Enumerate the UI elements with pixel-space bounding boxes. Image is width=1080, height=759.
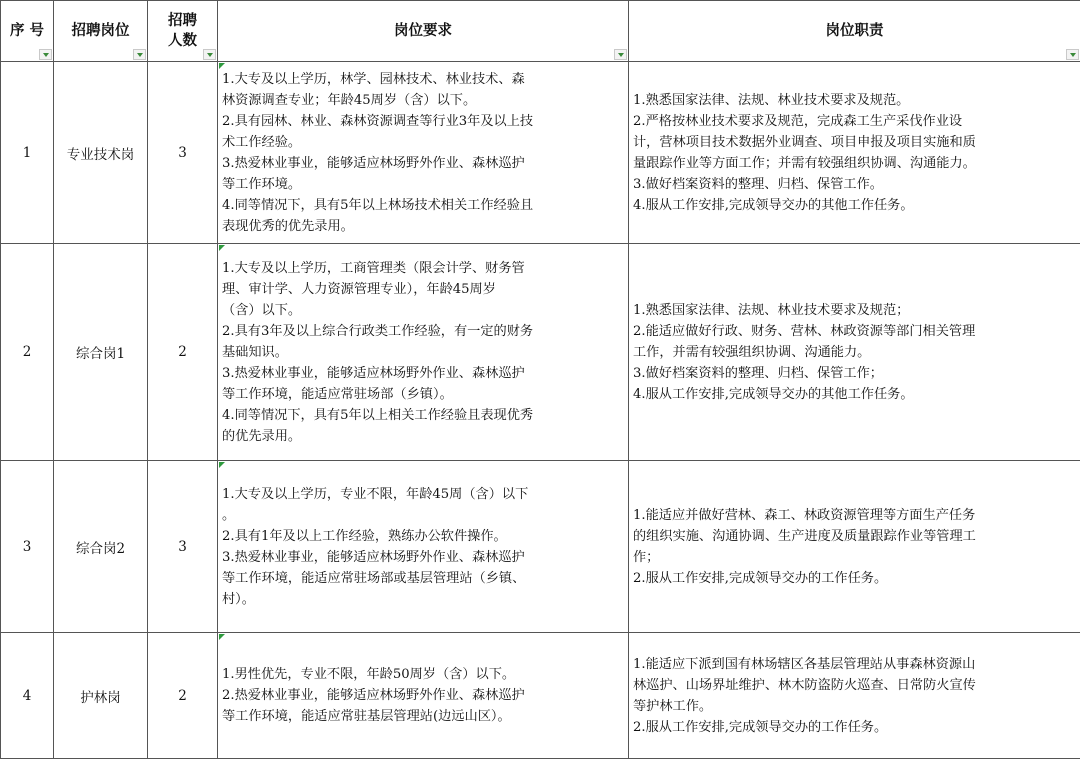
- hire-count-cell[interactable]: 2: [148, 244, 218, 461]
- duty-line: 1.熟悉国家法律、法规、林业技术要求及规范。: [633, 90, 1076, 111]
- post-name-cell[interactable]: 综合岗2: [54, 461, 148, 633]
- filter-dropdown-icon[interactable]: [133, 49, 146, 60]
- header-count-label-1: 招聘: [148, 11, 217, 31]
- header-duties[interactable]: [629, 1, 1080, 62]
- requirement-line: （含）以下。: [222, 300, 624, 321]
- duty-line: 2.能适应做好行政、财务、营林、林政资源等部门相关管理: [633, 321, 1076, 342]
- requirement-line: 4.同等情况下，具有5年以上相关工作经验且表现优秀: [222, 405, 624, 426]
- requirement-line: 4.同等情况下，具有5年以上林场技术相关工作经验且: [222, 195, 624, 216]
- post-name-cell[interactable]: 护林岗: [54, 633, 148, 759]
- row-number-cell[interactable]: 3: [1, 461, 54, 633]
- requirement-line: 1.大专及以上学历，工商管理类（限会计学、财务管: [222, 258, 624, 279]
- requirement-line: 的优先录用。: [222, 426, 624, 447]
- duty-line: 4.服从工作安排,完成领导交办的其他工作任务。: [633, 384, 1076, 405]
- requirement-line: 术工作经验。: [222, 132, 624, 153]
- requirement-line: 林资源调查专业；年龄45周岁（含）以下。: [222, 90, 624, 111]
- duty-line: 2.严格按林业技术要求及规范，完成森工生产采伐作业设: [633, 111, 1076, 132]
- table-row: [1, 244, 1080, 461]
- comment-corner-icon: [219, 634, 225, 640]
- requirement-line: 。: [222, 505, 624, 526]
- requirement-line: 等工作环境。: [222, 174, 624, 195]
- requirement-line: 表现优秀的优先录用。: [222, 216, 624, 237]
- duty-line: 的组织实施、沟通协调、生产进度及质量跟踪作业等管理工: [633, 526, 1076, 547]
- comment-corner-icon: [219, 462, 225, 468]
- header-count-label-2: 人数: [148, 31, 217, 51]
- requirement-line: 3.热爱林业事业，能够适应林场野外作业、森林巡护: [222, 153, 624, 174]
- requirements-cell[interactable]: [218, 633, 629, 759]
- duties-cell[interactable]: [629, 461, 1080, 633]
- row-number-cell[interactable]: 2: [1, 244, 54, 461]
- duty-line: 3.做好档案资料的整理、归档、保管工作；: [633, 363, 1076, 384]
- hire-count-cell[interactable]: 2: [148, 633, 218, 759]
- duty-line: 2.服从工作安排,完成领导交办的工作任务。: [633, 568, 1076, 589]
- table-row: [1, 633, 1080, 759]
- duty-line: 工作，并需有较强组织协调、沟通能力。: [633, 342, 1076, 363]
- requirement-line: 1.男性优先，专业不限，年龄50周岁（含）以下。: [222, 664, 624, 685]
- duty-line: 作；: [633, 547, 1076, 568]
- hire-count-cell[interactable]: 3: [148, 461, 218, 633]
- requirement-line: 基础知识。: [222, 342, 624, 363]
- header-row: [1, 1, 1080, 62]
- post-name-cell[interactable]: 专业技术岗: [54, 62, 148, 244]
- filter-dropdown-icon[interactable]: [39, 49, 52, 60]
- duty-line: 2.服从工作安排,完成领导交办的工作任务。: [633, 717, 1076, 738]
- requirement-line: 理、审计学、人力资源管理专业），年龄45周岁: [222, 279, 624, 300]
- duty-line: 4.服从工作安排,完成领导交办的其他工作任务。: [633, 195, 1076, 216]
- requirement-line: 2.具有1年及以上工作经验，熟练办公软件操作。: [222, 526, 624, 547]
- header-post[interactable]: [54, 1, 148, 62]
- duty-line: 量跟踪作业等方面工作；并需有较强组织协调、沟通能力。: [633, 153, 1076, 174]
- duties-cell[interactable]: [629, 244, 1080, 461]
- row-number-cell[interactable]: 1: [1, 62, 54, 244]
- requirements-cell[interactable]: [218, 244, 629, 461]
- comment-corner-icon: [219, 63, 225, 69]
- filter-dropdown-icon[interactable]: [614, 49, 627, 60]
- requirements-cell[interactable]: [218, 62, 629, 244]
- header-count[interactable]: [148, 1, 218, 62]
- duties-cell[interactable]: [629, 633, 1080, 759]
- filter-dropdown-icon[interactable]: [203, 49, 216, 60]
- requirement-line: 3.热爱林业事业，能够适应林场野外作业、森林巡护: [222, 363, 624, 384]
- requirement-line: 1.大专及以上学历，林学、园林技术、林业技术、森: [222, 69, 624, 90]
- requirement-line: 2.热爱林业事业，能够适应林场野外作业、森林巡护: [222, 685, 624, 706]
- header-requirements[interactable]: [218, 1, 629, 62]
- duty-line: 等护林工作。: [633, 696, 1076, 717]
- duty-line: 1.能适应并做好营林、森工、林政资源管理等方面生产任务: [633, 505, 1076, 526]
- requirement-line: 2.具有3年及以上综合行政类工作经验，有一定的财务: [222, 321, 624, 342]
- header-requirements-label: 岗位要求: [218, 21, 628, 41]
- requirement-line: 等工作环境，能适应常驻基层管理站(边远山区）。: [222, 706, 624, 727]
- duty-line: 3.做好档案资料的整理、归档、保管工作。: [633, 174, 1076, 195]
- filter-dropdown-icon[interactable]: [1066, 49, 1079, 60]
- duty-line: 计，营林项目技术数据外业调查、项目申报及项目实施和质: [633, 132, 1076, 153]
- table-row: [1, 62, 1080, 244]
- duty-line: 林巡护、山场界址维护、林木防盗防火巡查、日常防火宣传: [633, 675, 1076, 696]
- requirements-cell[interactable]: [218, 461, 629, 633]
- hire-count-cell[interactable]: 3: [148, 62, 218, 244]
- row-number-cell[interactable]: 4: [1, 633, 54, 759]
- post-name-cell[interactable]: 综合岗1: [54, 244, 148, 461]
- duty-line: 1.熟悉国家法律、法规、林业技术要求及规范；: [633, 300, 1076, 321]
- requirement-line: 等工作环境，能适应常驻场部或基层管理站（乡镇、: [222, 568, 624, 589]
- requirement-line: 1.大专及以上学历，专业不限，年龄45周（含）以下: [222, 484, 624, 505]
- table-row: [1, 461, 1080, 633]
- requirement-line: 2.具有园林、林业、森林资源调查等行业3年及以上技: [222, 111, 624, 132]
- duties-cell[interactable]: [629, 62, 1080, 244]
- header-no[interactable]: [1, 1, 54, 62]
- header-no-label: 序 号: [1, 21, 53, 41]
- header-post-label: 招聘岗位: [54, 21, 147, 41]
- requirement-line: 等工作环境，能适应常驻场部（乡镇）。: [222, 384, 624, 405]
- header-duties-label: 岗位职责: [629, 21, 1080, 41]
- requirement-line: 村）。: [222, 589, 624, 610]
- comment-corner-icon: [219, 245, 225, 251]
- duty-line: 1.能适应下派到国有林场辖区各基层管理站从事森林资源山: [633, 654, 1076, 675]
- requirement-line: 3.热爱林业事业，能够适应林场野外作业、森林巡护: [222, 547, 624, 568]
